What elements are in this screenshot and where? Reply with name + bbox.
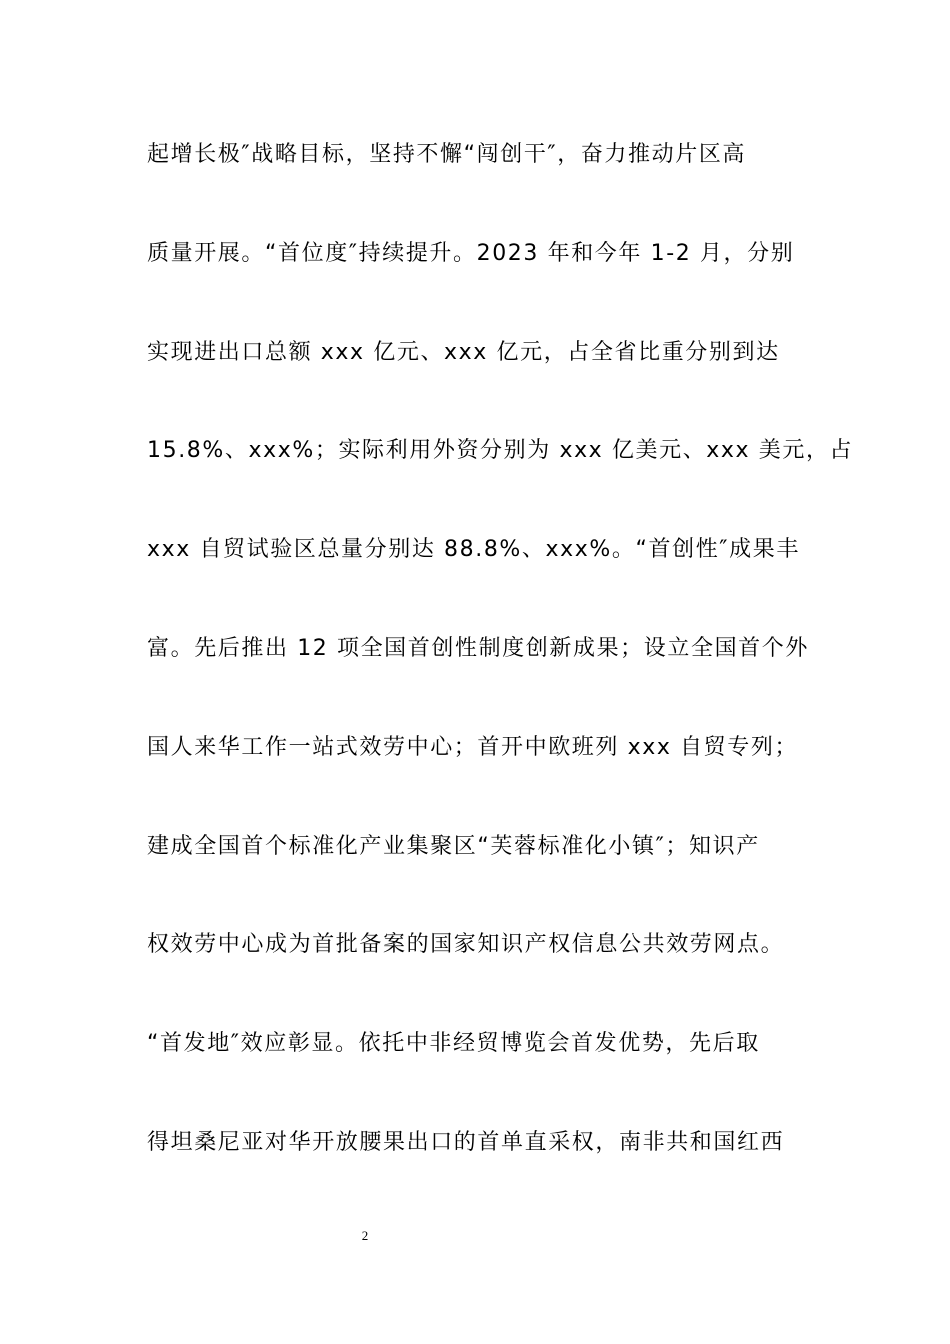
page-number: 2 <box>361 1228 369 1243</box>
text-line: 15.8%、xxx%；实际利用外资分别为 xxx 亿美元、xxx 美元，占 <box>147 438 854 464</box>
text-line: 得坦桑尼亚对华开放腰果出口的首单直采权，南非共和国红西 <box>147 1129 785 1155</box>
text-line: 权效劳中心成为首批备案的国家知识产权信息公共效劳网点。 <box>147 932 785 958</box>
text-line: 富。先后推出 12 项全国首创性制度创新成果；设立全国首个外 <box>147 635 809 661</box>
text-line: “首发地″效应彰显。依托中非经贸博览会首发优势，先后取 <box>147 1031 760 1057</box>
text-line: 实现进出口总额 xxx 亿元、xxx 亿元，占全省比重分别到达 <box>147 339 780 365</box>
text-line: 建成全国首个标准化产业集聚区“芙蓉标准化小镇″；知识产 <box>147 833 760 859</box>
text-line: xxx 自贸试验区总量分别达 88.8%、xxx%。“首创性″成果丰 <box>147 537 800 563</box>
text-line: 国人来华工作一站式效劳中心；首开中欧班列 xxx 自贸专列； <box>147 734 799 760</box>
text-line: 质量开展。“首位度″持续提升。2023 年和今年 1-2 月，分别 <box>147 240 795 266</box>
text-line: 起增长极″战略目标，坚持不懈“闯创干″，奋力推动片区高 <box>147 142 747 167</box>
body-text <box>147 130 854 1217</box>
